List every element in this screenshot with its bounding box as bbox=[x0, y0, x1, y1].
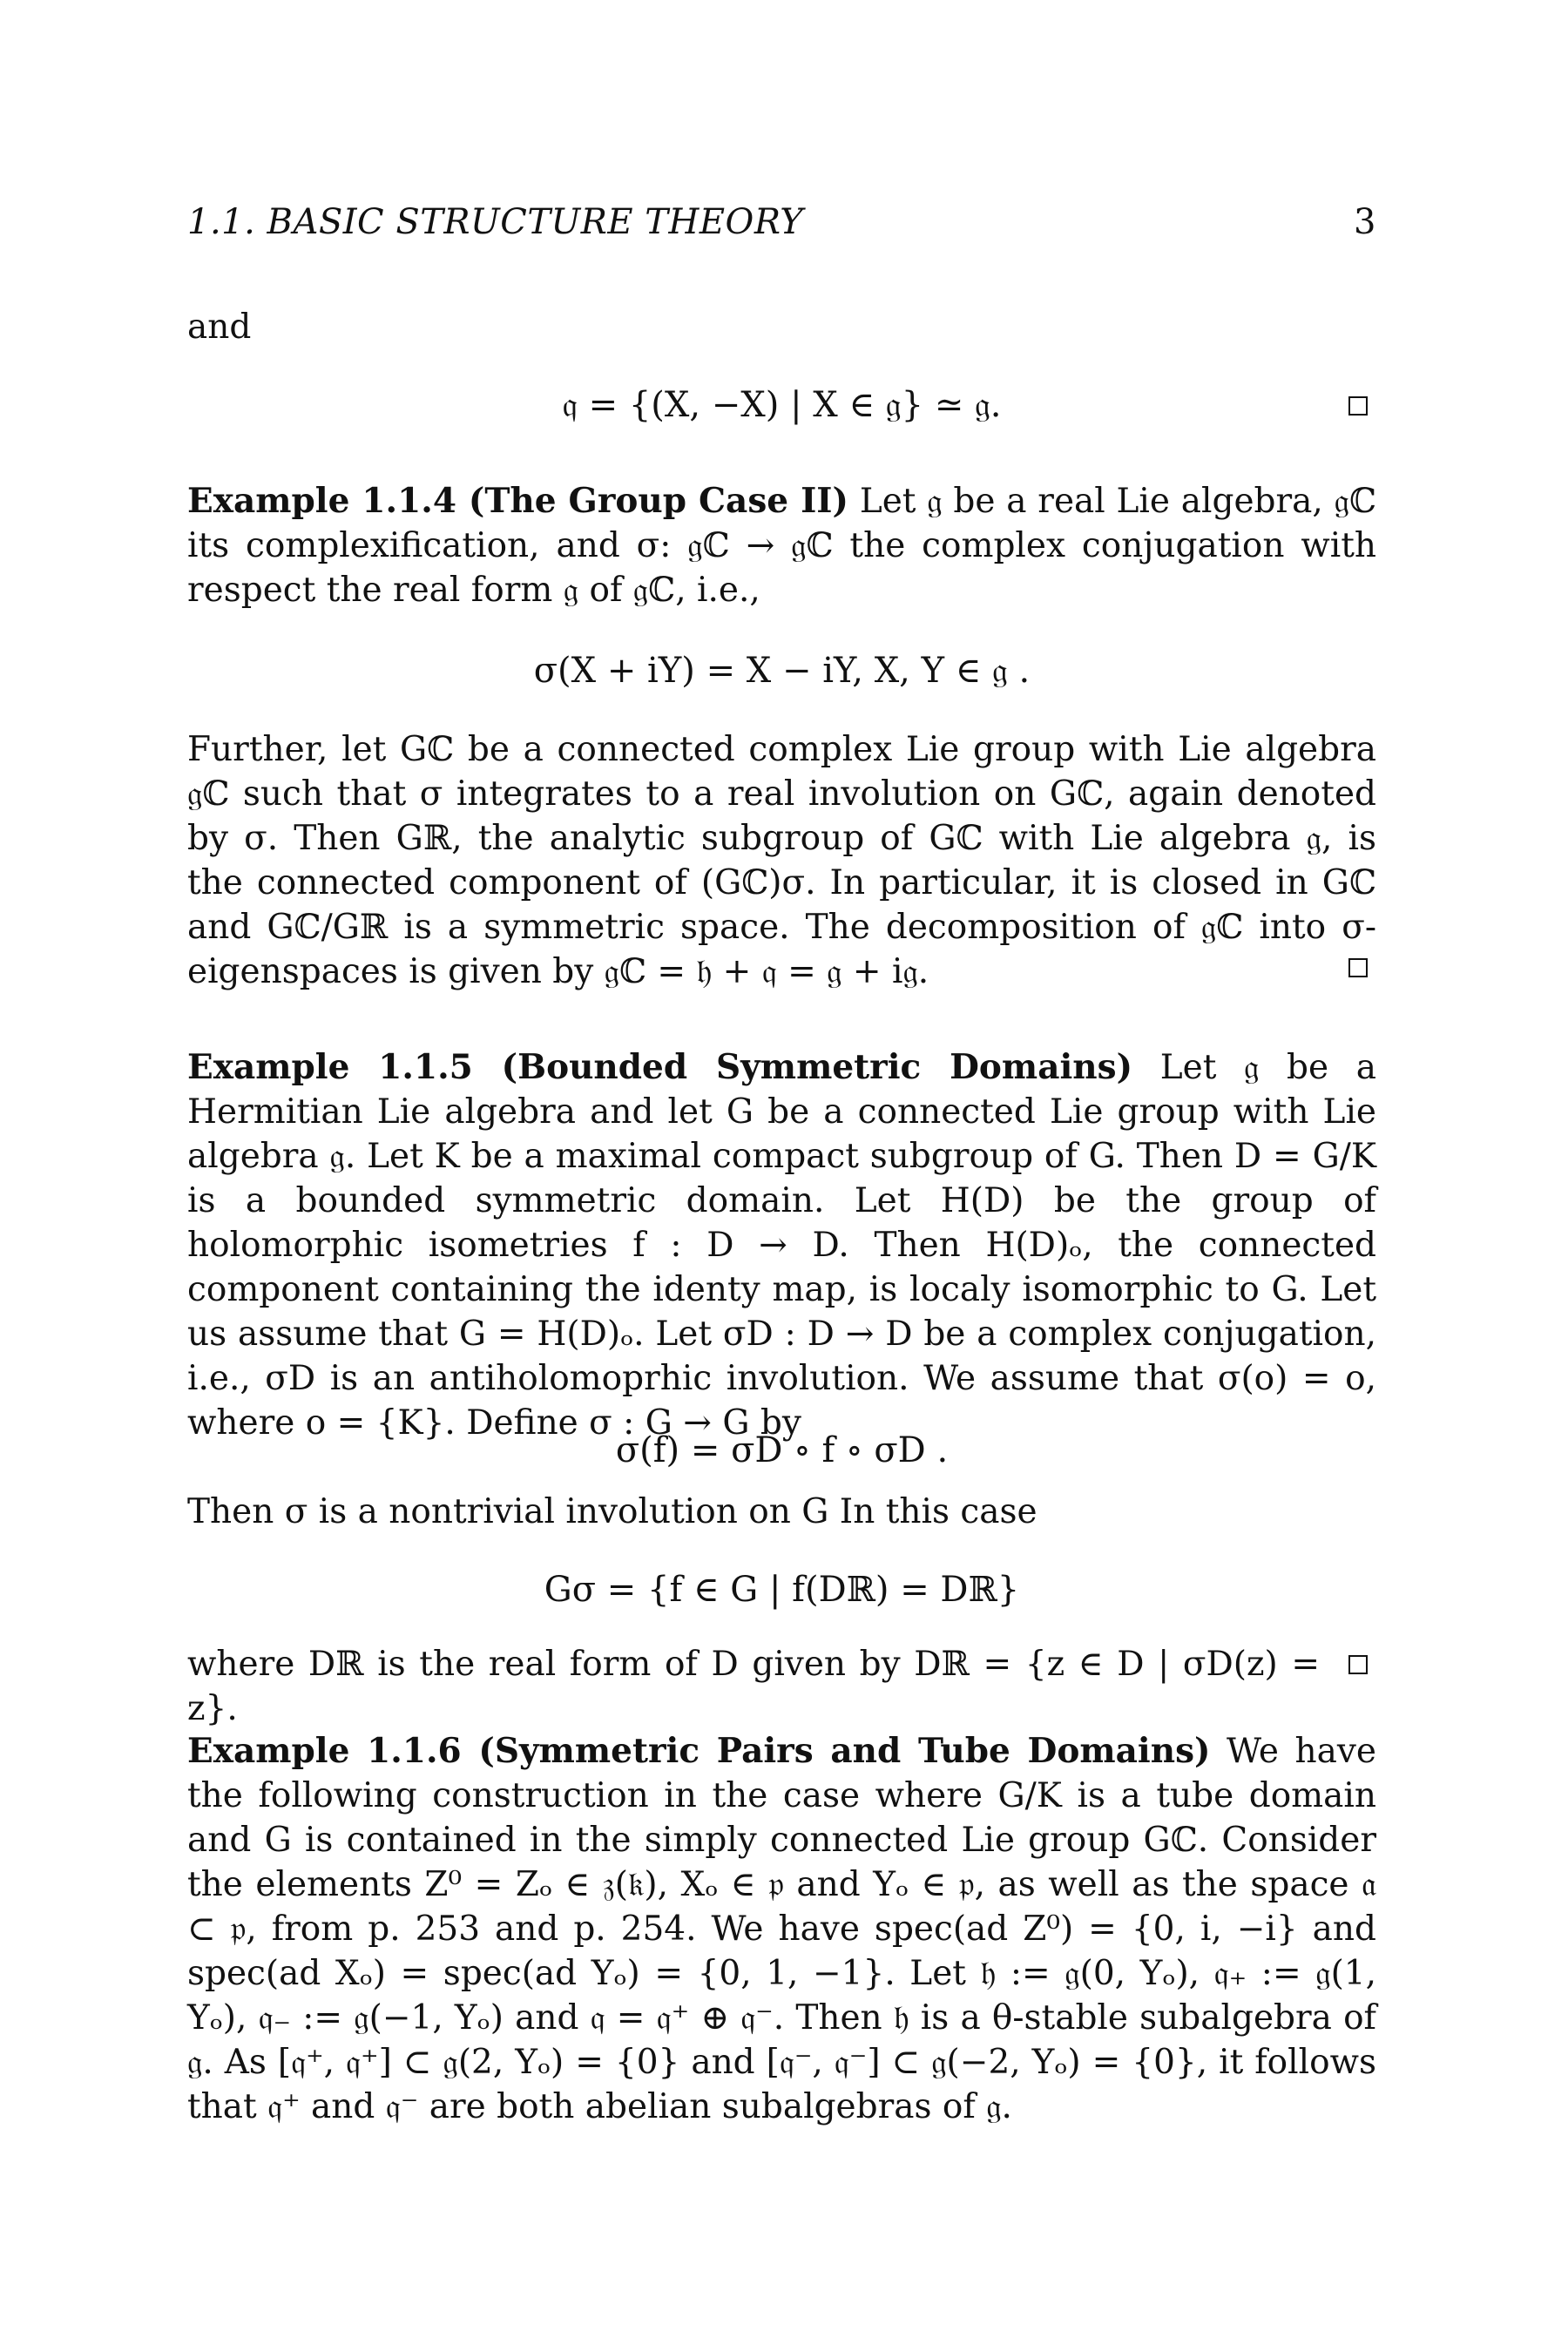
equation-q: 𝔮 = {(X, −X) | X ∈ 𝔤} ≃ 𝔤. bbox=[562, 385, 1002, 425]
equation-sigma: σ(X + iY) = X − iY, X, Y ∈ 𝔤 . bbox=[533, 651, 1031, 691]
section-title: 1.1. BASIC STRUCTURE THEORY bbox=[187, 202, 804, 242]
example-1-1-5 bbox=[187, 1045, 1376, 1445]
equation-sigma-f: σ(f) = σD ∘ f ∘ σD . bbox=[615, 1430, 949, 1470]
example-body-2: Further, let Gℂ be a connected complex Lie group with Lie algebra 𝔤ℂ such that σ integrates to a real involution on Gℂ, again denoted by σ. Then Gℝ, the analytic subgroup of Gℂ with Lie algebra 𝔤, is the connected component of (Gℂ)σ. In particular, it is closed in Gℂ and Gℂ/Gℝ is a symmetric space. The decomposition of 𝔤ℂ into σ-eigenspaces is given by 𝔤ℂ = 𝔥 + 𝔮 = 𝔤 + i𝔤. bbox=[187, 730, 1376, 991]
example-body-3: where Dℝ is the real form of D given by Dℝ = {z ∈ D | σD(z) = z}. bbox=[187, 1645, 1320, 1728]
qed-icon bbox=[1348, 1655, 1368, 1674]
text-and: and bbox=[187, 308, 252, 347]
qed-icon bbox=[1348, 958, 1368, 977]
example-title: Example 1.1.4 (The Group Case II) bbox=[187, 481, 849, 521]
example-title: Example 1.1.5 (Bounded Symmetric Domains) bbox=[187, 1047, 1133, 1087]
example-body: Let 𝔤 be a Hermitian Lie algebra and let G be a connected Lie group with Lie algebra 𝔤. Let K be a maximal compact subgroup of G. Then D = G/K is a bounded symmetric domain. Let H(D) be the group of holomorphic isometries f : D → D. Then H(D)ₒ, the connected component containing the identy map, is localy isomorphic to G. Let us assume that G = H(D)ₒ. Let σD : D → D be a complex conjugation, i.e., σD is an antiholomoprhic involution. We assume that σ(o) = o, where o = {K}. Define σ : G → G by bbox=[187, 1048, 1376, 1443]
example-body-2: Then σ is a nontrivial involution on G In this case bbox=[187, 1492, 1037, 1531]
example-1-1-4 bbox=[187, 479, 1376, 612]
equation-g-sigma: Gσ = {f ∈ G | f(Dℝ) = Dℝ} bbox=[544, 1570, 1020, 1610]
example-body: Let 𝔤 be a real Lie algebra, 𝔤ℂ its complexification, and σ: 𝔤ℂ → 𝔤ℂ the complex conjugation with respect the real form 𝔤 of 𝔤ℂ, i.e., bbox=[187, 482, 1377, 610]
example-body: We have the following construction in the case where G/K is a tube domain and G is contained in the simply connected Lie group Gℂ. Consider the elements Z⁰ = Zₒ ∈ 𝔷(𝔨), Xₒ ∈ 𝔭 and Yₒ ∈ 𝔭, as well as the space 𝔞 ⊂ 𝔭, from p. 253 and p. 254. We have spec(ad Z⁰) = {0, i, −i} and spec(ad Xₒ) = spec(ad Yₒ) = {0, 1, −1}. Let 𝔥 := 𝔤(0, Yₒ), 𝔮₊ := 𝔤(1, Yₒ), 𝔮₋ := 𝔤(−1, Yₒ) and 𝔮 = 𝔮⁺ ⊕ 𝔮⁻. Then 𝔥 is a θ-stable subalgebra of 𝔤. As [𝔮⁺, 𝔮⁺] ⊂ 𝔤(2, Yₒ) = {0} and [𝔮⁻, 𝔮⁻] ⊂ 𝔤(−2, Yₒ) = {0}, it follows that 𝔮⁺ and 𝔮⁻ are both abelian subalgebras of 𝔤. bbox=[187, 1732, 1376, 2126]
example-title: Example 1.1.6 (Symmetric Pairs and Tube Domains) bbox=[187, 1731, 1211, 1771]
qed-icon bbox=[1348, 396, 1368, 416]
example-1-1-6 bbox=[187, 1729, 1376, 2129]
running-header bbox=[187, 202, 1376, 246]
page-number: 3 bbox=[1354, 202, 1376, 242]
